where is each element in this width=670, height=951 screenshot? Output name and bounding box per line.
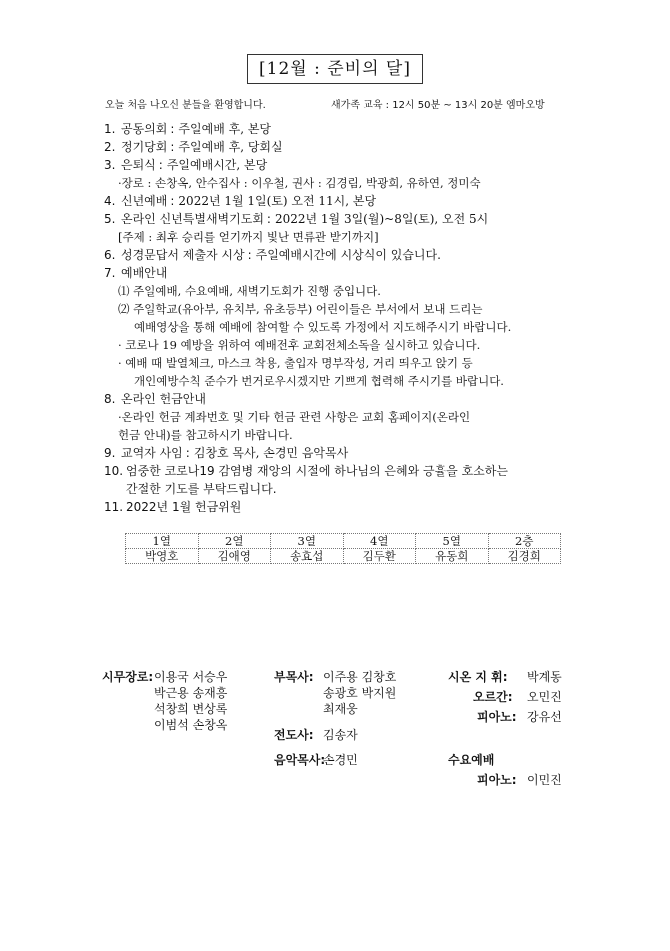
table-cell: 김애영	[198, 549, 271, 564]
announcement-item: 6. 성경문답서 제출자 시상 : 주일예배시간에 시상식이 있습니다.	[104, 248, 441, 262]
staff-name: 이용국 서승우	[154, 670, 228, 684]
announcement-item	[104, 264, 574, 282]
table-cell: 김경희	[488, 549, 561, 564]
worship-line: ⑴ 주일예배, 수요예배, 새벽기도회가 진행 중입니다.	[118, 284, 381, 298]
item-number: 2.	[104, 140, 116, 154]
item-content: 2022년 1월 3일(월)~8일(토), 오전 5시	[274, 212, 489, 226]
pianist-label: 피아노:	[477, 710, 517, 724]
item-label: 정기당회	[121, 140, 168, 154]
item-content: 주일예배 후, 당회실	[178, 140, 283, 154]
announcement-item: 9. 교역자 사임 : 김창호 목사, 손경민 음악목사	[104, 446, 349, 460]
item-number: 7.	[104, 266, 116, 280]
elders-names	[154, 669, 227, 733]
associate-pastors-names	[323, 669, 396, 717]
item-label: 은퇴식	[121, 158, 156, 172]
staff-name: 김송자	[323, 728, 358, 742]
worship-line: · 예배 때 발열체크, 마스크 착용, 출입자 명부작성, 거리 띄우고 앉기 등	[118, 356, 473, 370]
organist-name: 오민진	[527, 690, 562, 704]
item-number: 9.	[104, 446, 116, 460]
wednesday-pianist-label: 피아노:	[477, 773, 517, 787]
item-number: 5.	[104, 212, 116, 226]
online-offering-line: 헌금 안내)를 참고하시기 바랍니다.	[118, 428, 293, 442]
table-cell: 유동희	[416, 549, 489, 564]
announcement-item	[104, 462, 574, 480]
item-label: 온라인 헌금안내	[121, 392, 206, 406]
table-header-cell: 5열	[416, 534, 489, 549]
table-cell: 김두환	[343, 549, 416, 564]
music-pastor-names	[323, 752, 358, 768]
item-label: 성경문답서 제출자 시상	[121, 248, 245, 262]
table-cell: 송효섭	[271, 549, 344, 564]
staff-name: 석창희 변상록	[154, 702, 228, 716]
item-number: 3.	[104, 158, 116, 172]
staff-name: 송광호 박지원	[323, 686, 397, 700]
announcement-list	[104, 120, 574, 516]
welcome-notice: 오늘 처음 나오신 분들을 환영합니다.	[105, 100, 266, 111]
staff-name: 박근용 송재흥	[154, 686, 228, 700]
page-title: [12월 : 준비의 달]	[247, 54, 423, 84]
announcement-item	[104, 390, 574, 408]
announcement-item: 4. 신년예배 : 2022년 1월 1일(토) 오전 11시, 본당	[104, 194, 377, 208]
announcement-item: 1. 공동의회 : 주일예배 후, 본당	[104, 122, 272, 136]
organist-label: 오르간:	[473, 690, 513, 704]
staff-name: 이주용 김창호	[323, 670, 397, 684]
worship-line: 개인예방수칙 준수가 번거로우시겠지만 기쁘게 협력해 주시기를 바랍니다.	[134, 374, 504, 388]
item-label: 신년예배	[121, 194, 168, 208]
item-content: 김창호 목사, 손경민 음악목사	[193, 446, 349, 460]
item-number: 10.	[104, 464, 124, 478]
announcement-item: 3. 은퇴식 : 주일예배시간, 본당	[104, 158, 268, 172]
staff-name: 최재웅	[323, 702, 358, 716]
online-offering-line: ·온라인 헌금 계좌번호 및 기타 헌금 관련 사항은 교회 홈페이지(온라인	[118, 410, 471, 424]
staff-name: 손경민	[323, 753, 358, 767]
retirement-list: ·장로 : 손창옥, 안수집사 : 이우철, 권사 : 김경림, 박광희, 유하연, 정미숙	[118, 176, 481, 190]
item-label: 온라인 신년특별새벽기도회	[121, 212, 264, 226]
item-content: 주일예배시간에 시상식이 있습니다.	[255, 248, 441, 262]
item-content: 엄중한 코로나19 감염병 재앙의 시절에 하나님의 은혜와 긍휼을 호소하는	[126, 464, 508, 478]
item-content-continued: 간절한 기도를 부탁드립니다.	[126, 482, 277, 496]
wednesday-pianist-name: 이민진	[527, 773, 562, 787]
music-pastor-label: 음악목사:	[274, 753, 326, 767]
table-header-cell: 2층	[488, 534, 561, 549]
item-number: 8.	[104, 392, 116, 406]
table-header-cell: 3열	[271, 534, 344, 549]
item-number: 6.	[104, 248, 116, 262]
evangelist-label: 전도사:	[274, 728, 314, 742]
staff-name: 이범석 손창옥	[154, 718, 228, 732]
item-content: 2022년 1월 1일(토) 오전 11시, 본당	[178, 194, 377, 208]
prayer-theme: [주제 : 최후 승리를 얻기까지 빛난 면류관 받기까지]	[118, 230, 379, 244]
elders-label: 시무장로:	[102, 670, 154, 684]
wednesday-service-label: 수요예배	[448, 753, 495, 767]
announcement-item	[104, 498, 574, 516]
item-number: 11.	[104, 500, 124, 514]
newcomer-education-notice: 새가족 교육 : 12시 50분 ~ 13시 20분 엠마오방	[331, 100, 545, 111]
table-row	[126, 549, 561, 564]
item-label: 2022년 1월 헌금위원	[126, 500, 242, 514]
item-content: 주일예배시간, 본당	[166, 158, 268, 172]
table-cell: 박영호	[126, 549, 199, 564]
announcement-item: 5. 온라인 신년특별새벽기도회 : 2022년 1월 3일(월)~8일(토), 오전 5시	[104, 212, 489, 226]
table-header-cell: 1열	[126, 534, 199, 549]
offering-committee-table	[125, 533, 561, 564]
item-label: 예배안내	[121, 266, 168, 280]
worship-line: 예배영상을 통해 예배에 참여할 수 있도록 가정에서 지도해주시기 바랍니다.	[134, 320, 512, 334]
table-header-row	[126, 534, 561, 549]
announcement-item: 2. 정기당회 : 주일예배 후, 당회실	[104, 140, 283, 154]
table-header-cell: 2열	[198, 534, 271, 549]
worship-line: ⑵ 주일학교(유아부, 유치부, 유초등부) 어린이들은 부서에서 보내 드리는	[118, 302, 483, 316]
evangelist-names	[323, 727, 358, 743]
table-header-cell: 4열	[343, 534, 416, 549]
worship-line: · 코로나 19 예방을 위하여 예배전후 교회전체소독을 실시하고 있습니다.	[118, 338, 481, 352]
item-number: 1.	[104, 122, 116, 136]
pianist-name: 강유선	[527, 710, 562, 724]
item-label: 교역자 사임	[121, 446, 183, 460]
conductor-name: 박계동	[527, 670, 562, 684]
item-label: 공동의회	[121, 122, 168, 136]
item-number: 4.	[104, 194, 116, 208]
conductor-label: 시온 지 휘:	[448, 670, 508, 684]
associate-pastors-label: 부목사:	[274, 670, 314, 684]
item-content: 주일예배 후, 본당	[178, 122, 272, 136]
